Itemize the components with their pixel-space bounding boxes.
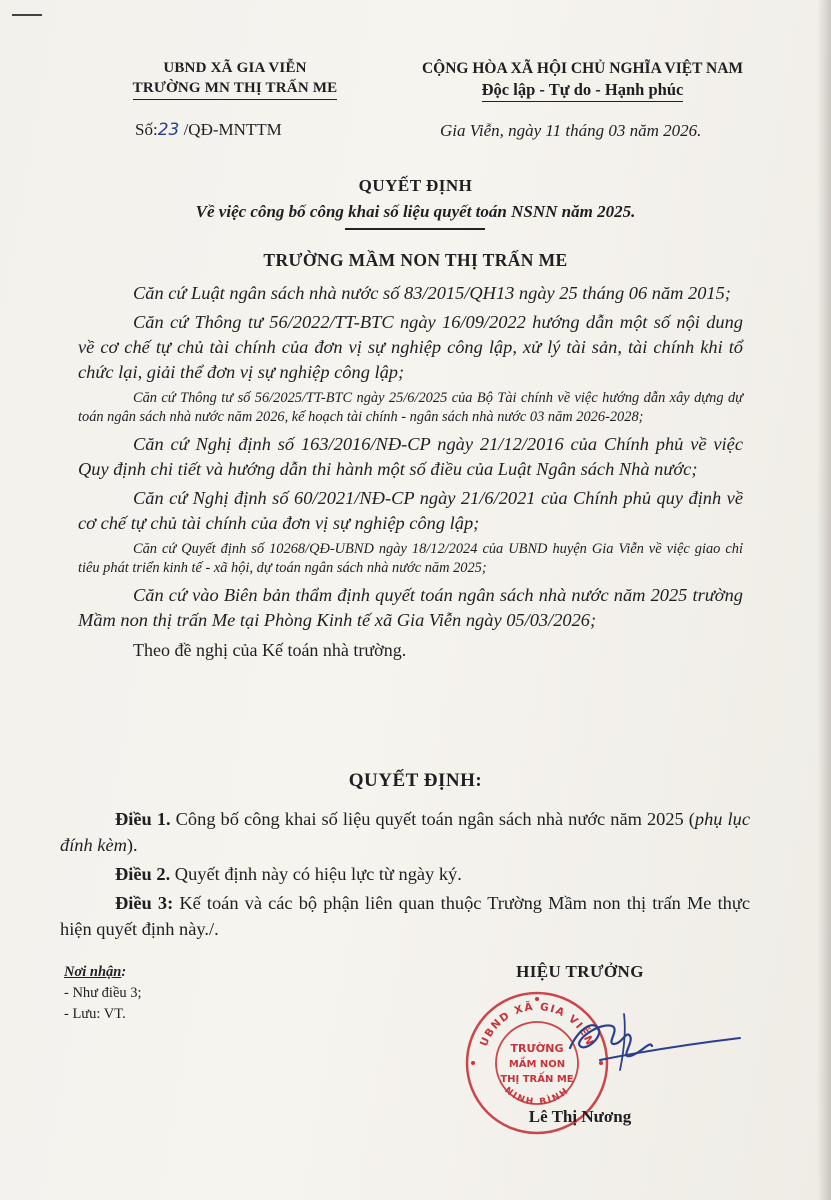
national-title: CỘNG HÒA XÃ HỘI CHỦ NGHĨA VIỆT NAM: [421, 60, 744, 77]
stamp-bottom-text: NINH BÌNH: [502, 1085, 572, 1108]
article-1-italic: phụ lục đính kèm: [60, 809, 750, 855]
subtitle-rule: [345, 228, 485, 230]
svg-text:NINH BÌNH: [502, 1086, 571, 1108]
authority-line-2: TRƯỜNG MN THỊ TRẤN ME: [133, 78, 338, 100]
legal-basis: Căn cứ Luật ngân sách nhà nước số 83/2015/QH13 ngày 25 tháng 06 năm 2015;: [133, 283, 731, 303]
stamp-outer-text: UBND XÃ GIA VIỄN: [477, 1000, 597, 1049]
document-number-suffix: /QĐ-MNTTM: [179, 120, 282, 139]
date-line: Gia Viễn, ngày 11 tháng 03 năm 2026.: [440, 121, 702, 140]
article-2-label: Điều 2.: [115, 864, 171, 884]
edge-mark: [12, 14, 42, 16]
article-3-label: Điều 3:: [115, 893, 174, 913]
signer-title: HIỆU TRƯỞNG: [516, 962, 644, 981]
document-number: [135, 120, 282, 140]
article-1: [60, 806, 750, 858]
issuer-name: TRƯỜNG MẦM NON THỊ TRẤN ME: [263, 250, 568, 270]
stamp-inner-line: TRƯỜNG: [510, 1042, 564, 1055]
legal-basis: Căn cứ Thông tư 56/2022/TT-BTC ngày 16/09/2022 hướng dẫn một số nội dung về cơ chế tự chủ tài chính của đơn vị sự nghiệp công lập, xử lý tài sản, tài chính khi tổ chức lại, giải thể đơn vị sự nghiệp công lập;: [78, 312, 743, 382]
document-number-handwritten: 23: [157, 120, 180, 140]
legal-basis: Căn cứ Nghị định số 163/2016/NĐ-CP ngày 21/12/2016 của Chính phủ về việc Quy định chi tiết và hướng dẫn thi hành một số điều của Luật Ngân sách Nhà nước;: [78, 434, 743, 479]
legal-bases: [78, 281, 743, 663]
national-motto: Độc lập - Tự do - Hạnh phúc: [482, 79, 684, 102]
article-3: [60, 890, 750, 942]
authority-line-1: UBND XÃ GIA VIỄN: [163, 60, 307, 76]
recipient-item: - Như điều 3;: [64, 985, 142, 1001]
article-2-text: Quyết định này có hiệu lực từ ngày ký.: [170, 864, 462, 884]
legal-basis: Căn cứ Thông tư số 56/2025/TT-BTC ngày 25/6/2025 của Bộ Tài chính về việc hướng dẫn xây dựng dự toán ngân sách nhà nước năm 2026, kế hoạch tài chính - ngân sách nhà nước 03 năm 2026-2028;: [78, 390, 743, 425]
stamp-inner-line: MẦM NON: [508, 1059, 566, 1070]
document-number-prefix: Số:: [135, 120, 158, 139]
signer-name: Lê Thị Nương: [528, 1107, 632, 1126]
signature-icon: [540, 1000, 745, 1080]
stamp-inner-line: THỊ TRẤN ME: [500, 1074, 574, 1085]
articles: [60, 806, 750, 945]
article-1-label: Điều 1.: [115, 809, 171, 829]
legal-basis: Căn cứ Nghị định số 60/2021/NĐ-CP ngày 21/6/2021 của Chính phủ quy định về cơ chế tự chủ tài chính của đơn vị sự nghiệp công lập;: [78, 488, 743, 533]
article-1-text: Công bố công khai số liệu quyết toán ngân sách nhà nước năm 2025 (: [170, 809, 695, 829]
article-1-end: ).: [126, 835, 138, 855]
recipients-colon: :: [121, 964, 127, 980]
recipients: [64, 962, 142, 1025]
document-subtitle: Về việc công bố công khai số liệu quyết toán NSNN năm 2025.: [195, 202, 636, 221]
article-3-text: Kế toán và các bộ phận liên quan thuộc Trường Mầm non thị trấn Me thực hiện quyết định này./.: [60, 893, 750, 939]
legal-basis: Căn cứ Quyết định số 10268/QĐ-UBND ngày 18/12/2024 của UBND huyện Gia Viễn về việc giao chỉ tiêu phát triển kinh tế - xã hội, dự toán ngân sách nhà nước năm 2025;: [78, 541, 743, 576]
issuing-authority: [105, 58, 365, 100]
document-title: QUYẾT ĐỊNH: [358, 176, 473, 195]
legal-basis: Căn cứ vào Biên bản thẩm định quyết toán ngân sách nhà nước năm 2025 trường Mầm non thị trấn Me tại Phòng Kinh tế xã Gia Viễn ngày 05/03/2026;: [78, 585, 743, 630]
proposal-line: Theo đề nghị của Kế toán nhà trường.: [133, 640, 407, 660]
national-header: [380, 58, 785, 102]
recipient-item: - Lưu: VT.: [64, 1006, 126, 1022]
article-2: [60, 861, 750, 887]
recipients-heading: Nơi nhận: [64, 964, 122, 980]
decision-heading: QUYẾT ĐỊNH:: [348, 770, 483, 791]
